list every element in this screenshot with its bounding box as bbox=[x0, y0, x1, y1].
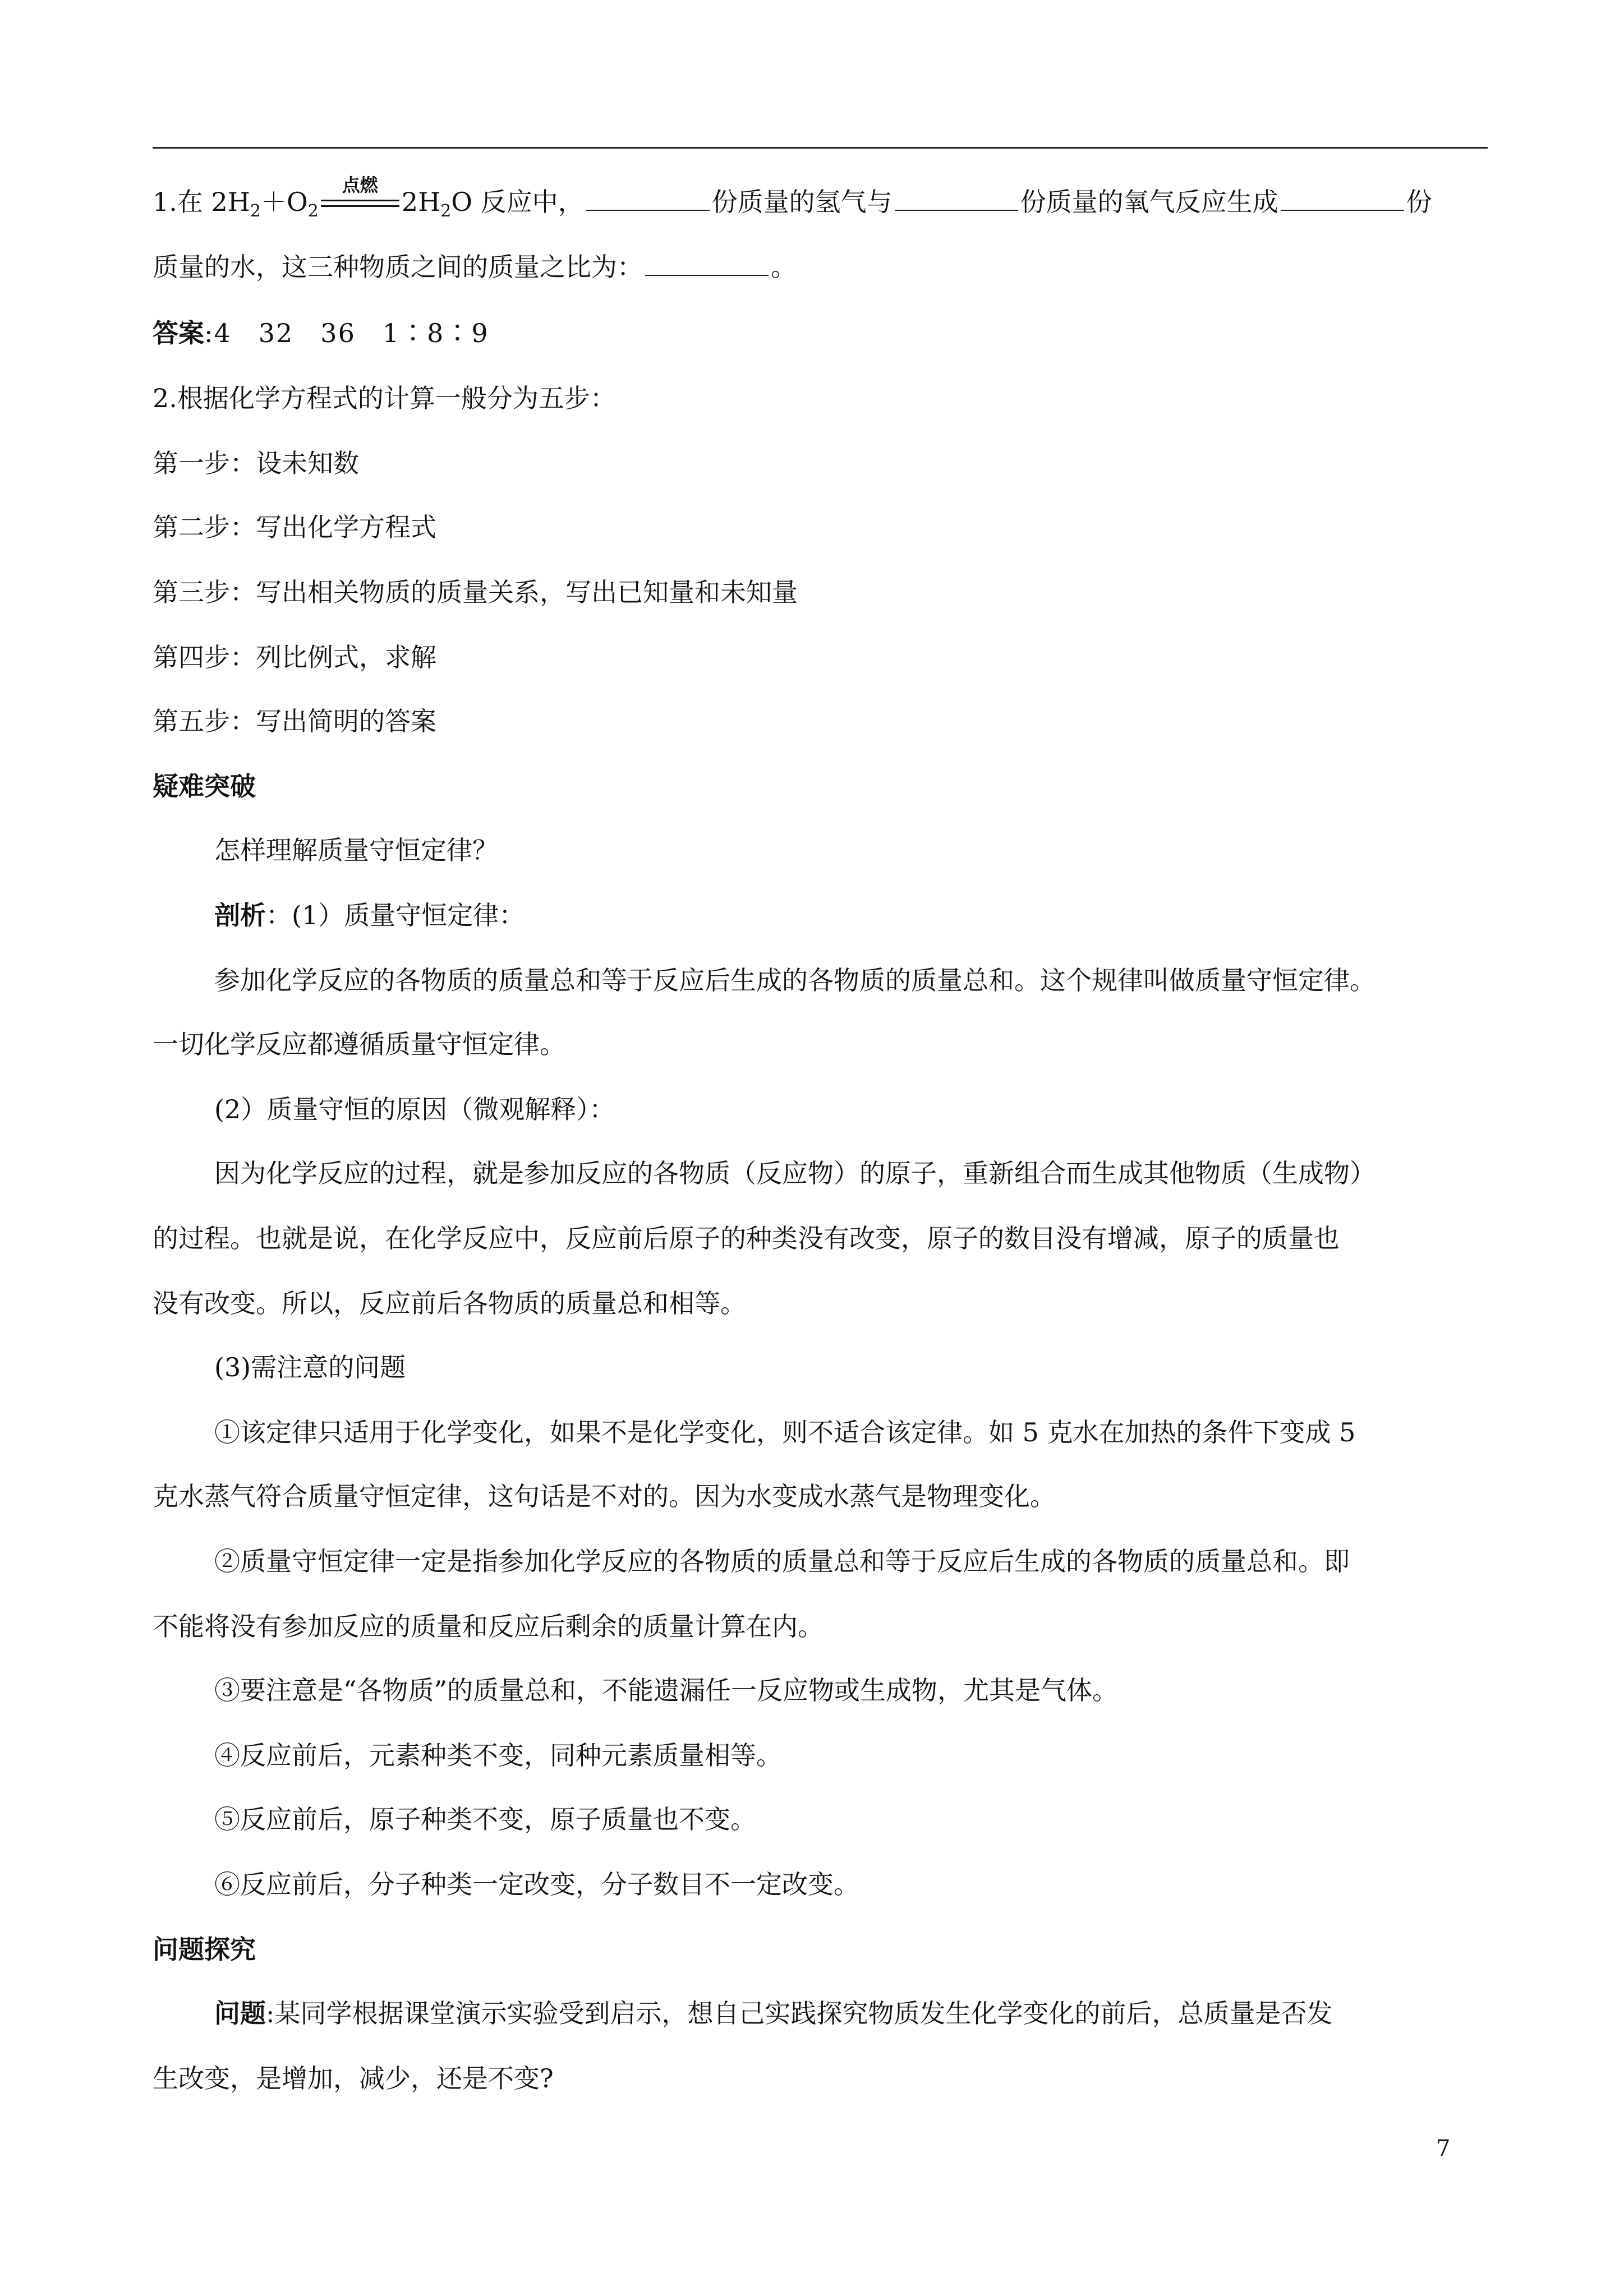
inquiry-label: 问题 bbox=[214, 1998, 266, 2028]
q1-product: 2H bbox=[401, 187, 441, 217]
q1-line-1 bbox=[153, 174, 1488, 222]
paragraph-2-head: (2）质量守恒的原因（微观解释）： bbox=[214, 1094, 615, 1124]
note-1b: 克水蒸气符合质量守恒定律，这句话是不对的。因为水变成水蒸气是物理变化。 bbox=[153, 1481, 1056, 1511]
paragraph-1a: 参加化学反应的各物质的质量总和等于反应后生成的各物质的质量总和。这个规律叫做质量守恒定律。 bbox=[214, 965, 1375, 995]
paragraph-1b: 一切化学反应都遵循质量守恒定律。 bbox=[153, 1029, 565, 1059]
q1-line2-text: 质量的水，这三种物质之间的质量之比为： bbox=[153, 252, 643, 282]
note-4: ④反应前后，元素种类不变，同种元素质量相等。 bbox=[214, 1740, 782, 1771]
q1-line2-end: 。 bbox=[771, 252, 797, 282]
blank-ratio[interactable] bbox=[645, 250, 769, 276]
difficulty-heading: 疑难突破 bbox=[153, 771, 256, 801]
q1-h-subscript: 2 bbox=[250, 201, 261, 222]
step-5: 第五步：写出简明的答案 bbox=[153, 706, 436, 736]
q1-plus-o: ＋O bbox=[261, 187, 308, 217]
blank-water[interactable] bbox=[1281, 185, 1404, 211]
reaction-condition: 点燃 bbox=[342, 174, 378, 196]
step-4: 第四步：列比例式，求解 bbox=[153, 642, 436, 672]
analysis-label: 剖析 bbox=[214, 900, 266, 930]
paragraph-2b: 的过程。也就是说，在化学反应中，反应前后原子的种类没有改变，原子的数目没有增减，原子的质量也 bbox=[153, 1223, 1340, 1253]
q1-text-3: 份 bbox=[1406, 187, 1432, 217]
reaction-arrow bbox=[321, 174, 399, 215]
note-6: ⑥反应前后，分子种类一定改变，分子数目不一定改变。 bbox=[214, 1869, 859, 1899]
answer-label: 答案 bbox=[153, 318, 204, 348]
blank-oxygen[interactable] bbox=[895, 185, 1018, 211]
q1-prefix: 1.在 2H bbox=[153, 187, 250, 217]
step-2: 第二步：写出化学方程式 bbox=[153, 512, 436, 542]
answer-line bbox=[153, 316, 1488, 350]
note-1a: ①该定律只适用于化学变化，如果不是化学变化，则不适合该定律。如 5 克水在加热的条件下变成 5 bbox=[214, 1417, 1356, 1447]
analysis-head-text: ：(1）质量守恒定律： bbox=[266, 900, 525, 930]
difficulty-question: 怎样理解质量守恒定律？ bbox=[214, 835, 498, 865]
note-3: ③要注意是“各物质”的质量总和，不能遗漏任一反应物或生成物，尤其是气体。 bbox=[214, 1675, 1119, 1705]
q2-title: 2.根据化学方程式的计算一般分为五步： bbox=[153, 383, 616, 413]
note-5: ⑤反应前后，原子种类不变，原子质量也不变。 bbox=[214, 1804, 756, 1834]
blank-hydrogen[interactable] bbox=[586, 185, 710, 211]
paragraph-3-head: (3)需注意的问题 bbox=[214, 1352, 406, 1382]
note-2b: 不能将没有参加反应的质量和反应后剩余的质量计算在内。 bbox=[153, 1611, 823, 1642]
analysis-head bbox=[214, 898, 1549, 932]
step-3: 第三步：写出相关物质的质量关系，写出已知量和未知量 bbox=[153, 577, 798, 607]
q1-product-end: O 反应中， bbox=[451, 187, 584, 217]
header-rule bbox=[153, 147, 1488, 149]
inquiry-text-a: :某同学根据课堂演示实验受到启示，想自己实践探究物质发生化学变化的前后，总质量是否发 bbox=[266, 1998, 1333, 2028]
paragraph-2c: 没有改变。所以，反应前后各物质的质量总和相等。 bbox=[153, 1288, 746, 1318]
answer-values: :4 32 36 1∶8∶9 bbox=[204, 318, 489, 348]
q1-text-2: 份质量的氧气反应生成 bbox=[1020, 187, 1278, 217]
q1-line-2 bbox=[153, 250, 1488, 284]
q1-text-1: 份质量的氢气与 bbox=[711, 187, 892, 217]
page-number: 7 bbox=[1436, 2136, 1451, 2161]
q1-o-subscript: 2 bbox=[307, 201, 319, 222]
inquiry-heading: 问题探究 bbox=[153, 1934, 256, 1965]
paragraph-2a: 因为化学反应的过程，就是参加反应的各物质（反应物）的原子，重新组合而生成其他物质（生成物） bbox=[214, 1158, 1375, 1188]
note-2a: ②质量守恒定律一定是指参加化学反应的各物质的质量总和等于反应后生成的各物质的质量总和。即 bbox=[214, 1546, 1350, 1576]
step-1: 第一步：设未知数 bbox=[153, 448, 359, 478]
inquiry-line-2: 生改变，是增加，减少，还是不变? bbox=[153, 2063, 554, 2094]
inquiry-line-1 bbox=[214, 1997, 1549, 2030]
q1-product-subscript: 2 bbox=[440, 201, 452, 222]
